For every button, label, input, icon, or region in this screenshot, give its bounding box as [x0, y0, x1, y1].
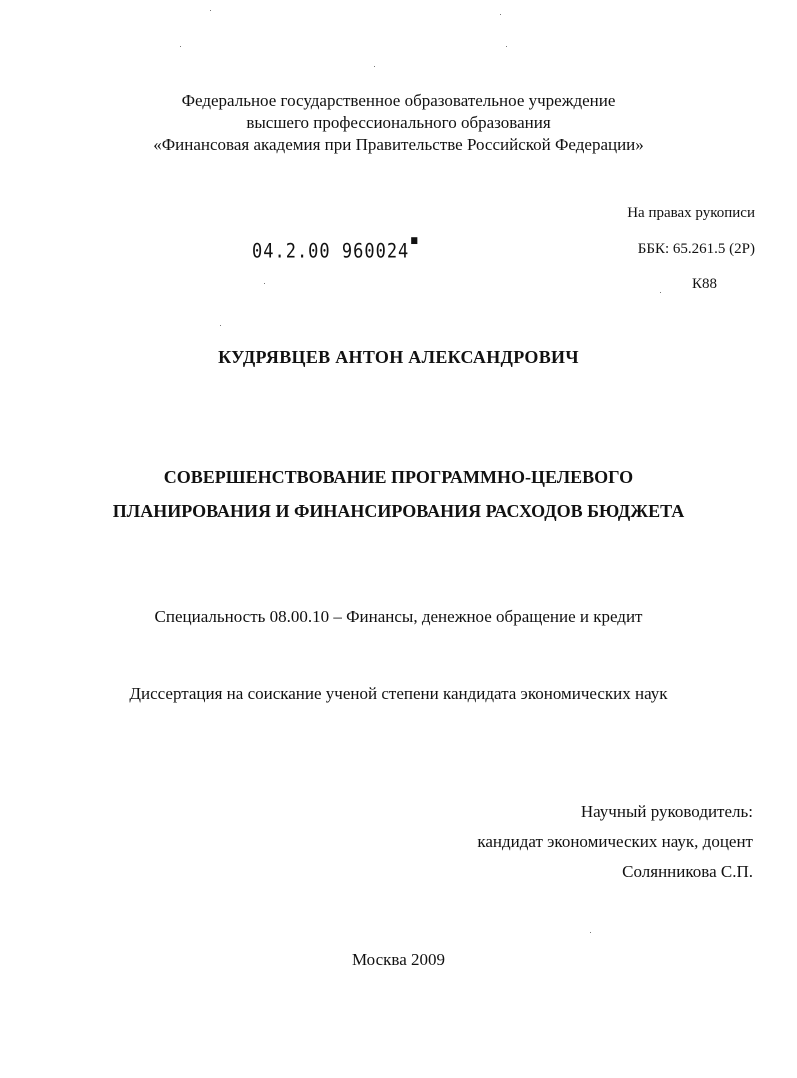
scan-speck	[506, 46, 507, 47]
degree-statement: Диссертация на соискание ученой степени кандидата экономических наук	[129, 684, 668, 703]
author-mark: К88	[692, 276, 718, 292]
scan-speck	[210, 10, 211, 11]
registration-stamp	[252, 240, 418, 263]
scan-speck	[180, 46, 181, 47]
author-name: КУДРЯВЦЕВ АНТОН АЛЕКСАНДРОВИЧ	[218, 347, 579, 367]
specialty: Специальность 08.00.10 – Финансы, денежное обращение и кредит	[154, 607, 643, 626]
rights-note: На правах рукописи	[627, 205, 755, 221]
bbk-code: ББК: 65.261.5 (2Р)	[637, 241, 755, 257]
supervisor-rank: кандидат экономических наук, доцент	[477, 832, 753, 851]
institution-line-1: Федеральное государственное образовательное учреждение	[181, 91, 616, 110]
registration-stamp-code: 04.2.00 960024	[252, 240, 410, 263]
stamp-mark: ▀	[411, 238, 419, 252]
scan-speck	[374, 66, 375, 67]
supervisor-label: Научный руководитель:	[580, 802, 753, 821]
institution-line-3: «Финансовая академия при Правительстве Российской Федерации»	[153, 135, 644, 154]
scan-speck	[590, 932, 591, 933]
institution-line-2: высшего профессионального образования	[246, 113, 551, 132]
scan-speck	[500, 14, 501, 15]
scan-speck	[264, 283, 265, 284]
city-year: Москва 2009	[351, 950, 446, 969]
thesis-title-line-1: СОВЕРШЕНСТВОВАНИЕ ПРОГРАММНО-ЦЕЛЕВОГО	[163, 467, 634, 487]
thesis-title-line-2: ПЛАНИРОВАНИЯ И ФИНАНСИРОВАНИЯ РАСХОДОВ БЮДЖЕТА	[112, 501, 685, 521]
scan-speck	[660, 292, 661, 293]
supervisor-name: Солянникова С.П.	[622, 862, 753, 881]
scan-speck	[220, 325, 221, 326]
